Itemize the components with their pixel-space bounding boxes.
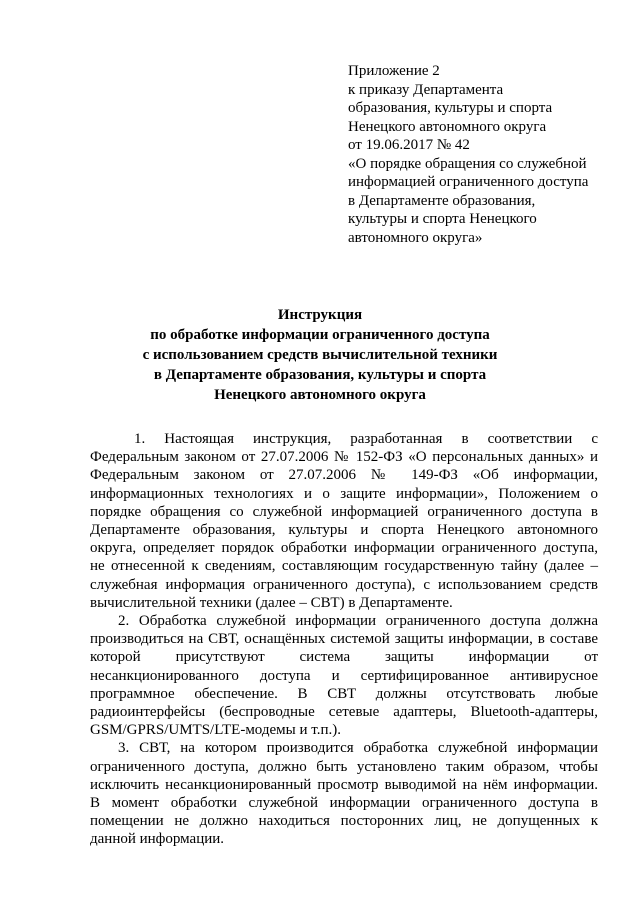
text-line: 3. СВТ, на котором производится обработка служебной информации	[118, 740, 598, 757]
title-line: в Департаменте образования, культуры и спорта	[153, 367, 487, 383]
paragraph-2	[90, 612, 598, 739]
text-line: информационных технологиях и о защите информации», Положением о	[90, 485, 598, 502]
title-line: по обработке информации ограниченного доступа	[150, 327, 490, 343]
appendix-line: культуры и спорта Ненецкого	[348, 211, 537, 227]
text-line: ограниченного доступа, должно быть установлено таким образом, чтобы	[90, 758, 598, 775]
paragraph-3	[90, 739, 598, 848]
appendix-line: образования, культуры и спорта	[348, 100, 553, 116]
text-line: производиться на СВТ, оснащённых системой защиты информации, в составе	[90, 631, 598, 648]
appendix-line: в Департаменте образования,	[348, 192, 536, 209]
appendix-line: «О порядке обращения со служебной	[348, 155, 587, 172]
title-line: Ненецкого автономного округа	[214, 387, 426, 403]
appendix-line: Ненецкого автономного округа	[348, 118, 547, 135]
text-line: GSM/GPRS/UMTS/LTE-модемы и т.п.).	[90, 722, 341, 739]
document-body	[90, 430, 598, 849]
text-line: программное обеспечение. В СВТ должны отсутствовать любые	[90, 685, 598, 702]
text-line: 1. Настоящая инструкция, разработанная в соответствии с	[134, 431, 598, 447]
text-line: порядке обращения со служебной информацией ограниченного доступа в	[90, 503, 598, 520]
title-line: Инструкция	[277, 307, 363, 323]
appendix-line: Приложение 2	[348, 63, 440, 79]
appendix-line: автономного округа»	[348, 229, 483, 246]
text-line: исключить несанкционированный просмотр выводимой на нём информации.	[90, 776, 598, 793]
text-line: 2. Обработка служебной информации ограниченного доступа должна	[118, 613, 598, 630]
appendix-block	[348, 62, 608, 247]
text-line: которой присутствуют система защиты информации от	[90, 649, 598, 666]
text-line: помещении не должно находиться посторонних лиц, не допущенных к	[90, 813, 598, 830]
text-line: В момент обработки служебной информации ограниченного доступа в	[90, 795, 598, 812]
appendix-line: к приказу Департамента	[348, 81, 504, 98]
text-line: Федеральным законом от 27.07.2006 № 149-ФЗ «Об информации,	[90, 467, 598, 484]
text-line: несанкционированного доступа и сертифицированное антивирусное	[90, 667, 598, 684]
text-line: радиоинтерфейсы (беспроводные сетевые адаптеры, Bluetooth-адаптеры,	[90, 704, 598, 721]
text-line: не отнесенной к сведениям, составляющим государственную тайну (далее –	[90, 558, 598, 575]
appendix-line: от 19.06.2017 № 42	[348, 137, 470, 153]
text-line: Федеральным законом от 27.07.2006 № 152-ФЗ «О персональных данных» и	[90, 449, 598, 466]
text-line: вычислительной техники (далее – СВТ) в Департаменте.	[90, 594, 453, 611]
text-line: данной информации.	[90, 831, 225, 848]
title-line: с использованием средств вычислительной техники	[142, 347, 498, 363]
document-title	[0, 305, 640, 405]
text-line: округа, определяет порядок обработки информации ограниченного доступа,	[90, 540, 598, 557]
appendix-line: информацией ограниченного доступа	[348, 174, 589, 190]
text-line: служебная информация ограниченного доступа), с использованием средств	[90, 576, 598, 593]
text-line: Департаменте образования, культуры и спорта Ненецкого автономного	[90, 522, 598, 539]
paragraph-1	[90, 430, 598, 612]
